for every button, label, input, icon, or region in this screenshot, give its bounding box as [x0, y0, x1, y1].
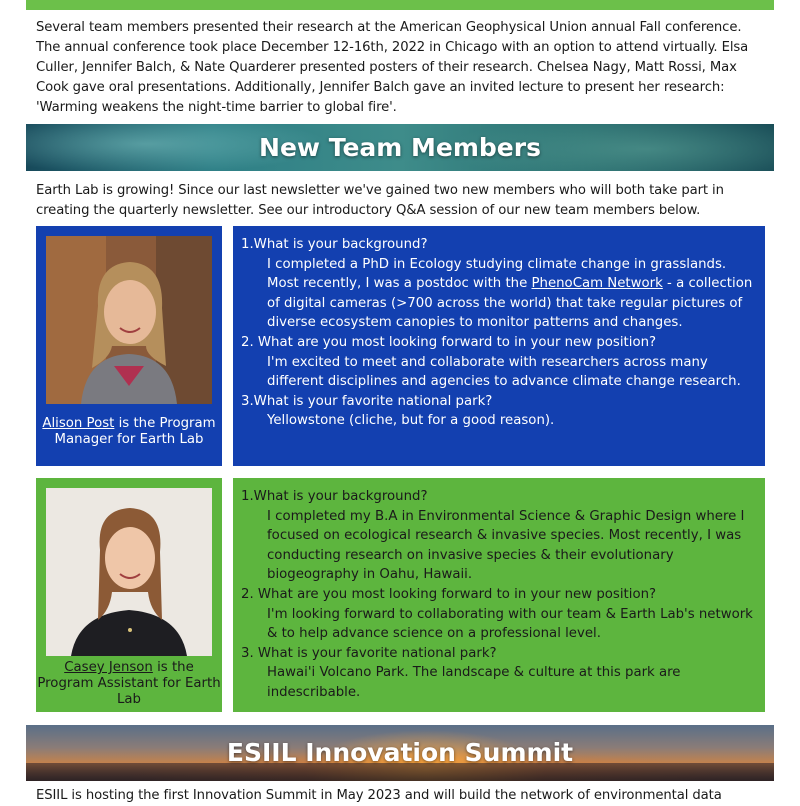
question: 1.What is your background? [241, 489, 428, 504]
casey-caption: Casey Jenson is the Program Assistant for Earth Lab [37, 660, 221, 707]
casey-name-link[interactable]: Casey Jenson [64, 660, 153, 675]
question: 3.What is your favorite national park? [241, 393, 493, 409]
alison-qa-card [233, 226, 765, 466]
answer: Hawai'i Volcano Park. The landscape & culture at this park are indescribable. [267, 665, 681, 700]
new-team-members-banner [26, 124, 774, 171]
casey-photo [46, 488, 212, 656]
agu-paragraph: Several team members presented their research at the American Geophysical Union annual Fall conference. The annual conference took place December 12-16th, 2022 in Chicago with an option to attend virtually. Elsa Culler, Jennifer Balch, & Nate Quarderer presented posters of their research. Chelsea Nagy, Matt Rossi, Max Cook gave oral presentations. Additionally, Jennifer Balch gave an invited lecture to present her research: 'Warming weakens the night-time barrier to global fire'. [36, 20, 749, 115]
alison-profile-card [36, 226, 222, 466]
answer: Yellowstone (cliche, but for a good reason). [267, 413, 555, 429]
esiil-banner [26, 725, 774, 781]
answer: I completed my B.A in Environmental Science & Graphic Design where I focused on ecological research & invasive species. Most recently, I was conducting research on invasive species & their evolutionary biogeography in Oahu, Hawaii. [267, 508, 745, 583]
esiil-paragraph: ESIIL is hosting the first Innovation Summit in May 2023 and will build the network of environmental data [36, 788, 722, 803]
casey-profile-card [36, 478, 222, 712]
alison-photo [46, 236, 212, 404]
alison-name-link[interactable]: Alison Post [42, 416, 115, 431]
question: 2. What are you most looking forward to in your new position? [241, 334, 657, 350]
casey-qa-card [233, 478, 765, 712]
section-heading: ESIIL Innovation Summit [226, 738, 574, 767]
new-members-intro: Earth Lab is growing! Since our last newsletter we've gained two new members who will both take part in creating the quarterly newsletter. See our introductory Q&A session of our new team members below. [36, 183, 724, 218]
top-accent-bar [26, 0, 774, 10]
answer: I'm excited to meet and collaborate with researchers across many different disciplines and agencies to advance climate change research. [267, 354, 741, 390]
phenocam-link[interactable]: PhenoCam Network [531, 276, 663, 292]
section-heading: New Team Members [259, 133, 541, 162]
question: 2. What are you most looking forward to in your new position? [241, 586, 657, 602]
question: 1.What is your background? [241, 237, 428, 252]
casey-qa [241, 487, 761, 703]
question: 3. What is your favorite national park? [241, 645, 497, 661]
alison-qa [241, 235, 761, 431]
answer: I'm looking forward to collaborating with our team & Earth Lab's network & to help advance science on a professional level. [267, 606, 753, 642]
alison-caption: Alison Post is the Program Manager for Earth Lab [42, 416, 216, 447]
answer: I completed a PhD in Ecology studying climate change in grasslands. Most recently, I was a postdoc with the PhenoCam Network - a collection of digital cameras (>700 across the world) that take regular pictures of diverse ecosystem canopies to monitor patterns and changes. [267, 256, 753, 331]
